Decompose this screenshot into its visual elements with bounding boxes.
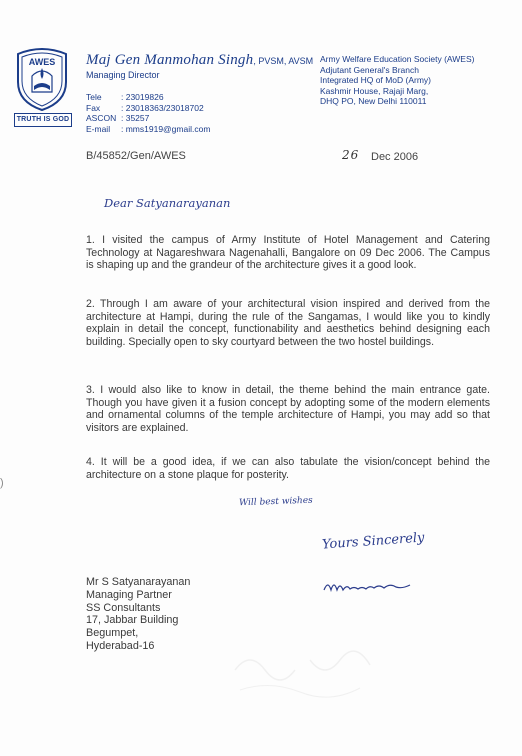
contact-row [86,103,210,114]
reference-number: B/45852/Gen/AWES [86,150,186,162]
address-line: Hyderabad-16 [86,639,155,652]
date-day-handwritten: 26 [342,148,360,162]
logo-motto: TRUTH IS GOD [14,113,72,127]
logo-name: AWES [28,57,56,67]
contact-block [86,92,210,134]
contact-label: Tele [86,92,102,102]
paragraph-4: 4. It will be a good idea, if we can also tabulate the vision/concept behind the architecture on a stone plaque for posterity. [86,456,490,481]
contact-label: Fax [86,102,101,113]
awes-logo [14,46,70,128]
salutation: Dear Satyanarayanan [104,196,231,210]
address-line: Mr S Satyanarayanan [86,576,191,588]
contact-value: : mms1919@gmail.com [121,123,211,134]
signature-icon [322,574,422,598]
contact-label: E-mail [86,123,111,134]
paragraph-2: 2. Through I am aware of your architectural vision inspired and derived from the architecture at Hampi, during the rule of the Sangamas, I would like you to kindly explain in detail the concept, functionability and aesthetics behind designing each building. Specially open to sky courtyard between the two hostel buildings. [86,298,490,348]
org-line: Integrated HQ of MoD (Army) [320,75,432,85]
sender-role: Managing Director [86,70,160,80]
yours-sincerely-handwritten: Yours Sincerely [321,530,425,553]
address-line: SS Consultants [86,601,161,614]
org-line: Army Welfare Education Society (AWES) [320,54,475,64]
address-line: Begumpet, [86,627,139,640]
faint-bleedthrough-marks [230,640,390,700]
contact-row [86,124,210,135]
org-line: Adjutant General's Branch [320,64,419,75]
contact-row [86,92,210,103]
contact-value: : 35257 [121,113,150,123]
organization-address [320,54,474,107]
contact-row [86,113,210,124]
org-line: DHQ PO, New Delhi 110011 [320,96,427,106]
awes-shield-icon [14,46,70,112]
org-line: Kashmir House, Rajaji Marg, [320,85,429,96]
address-line: 17, Jabbar Building [86,614,179,627]
sender-name-script: Maj Gen Manmohan Singh [86,52,254,68]
paragraph-1: 1. I visited the campus of Army Institute of Hotel Management and Catering Technology at Nagareshwara Nagenahalli, Bangalore on 09 Dec 2006. The Campus is shaping up and the grandeur of the architecture gives it a good look. [86,234,490,272]
contact-label: ASCON [86,113,117,123]
closing-handwritten: Will best wishes [238,495,313,509]
address-line: Managing Partner [86,588,172,601]
sender-awards: , PVSM, AVSM [253,56,314,66]
sender-name [86,52,313,69]
recipient-address [86,576,190,653]
paragraph-3: 3. I would also like to know in detail, the theme behind the main entrance gate. Though you have given it a fusion concept by adopting some of the modern elements and ornamental columns of the temple architecture of Hampi, you may add so that visitors are explained. [86,384,490,434]
contact-value: : 23018363/23018702 [121,102,204,113]
contact-value: : 23019826 [121,92,164,102]
date-month-year: Dec 2006 [371,151,419,163]
margin-mark: ) [0,477,4,489]
